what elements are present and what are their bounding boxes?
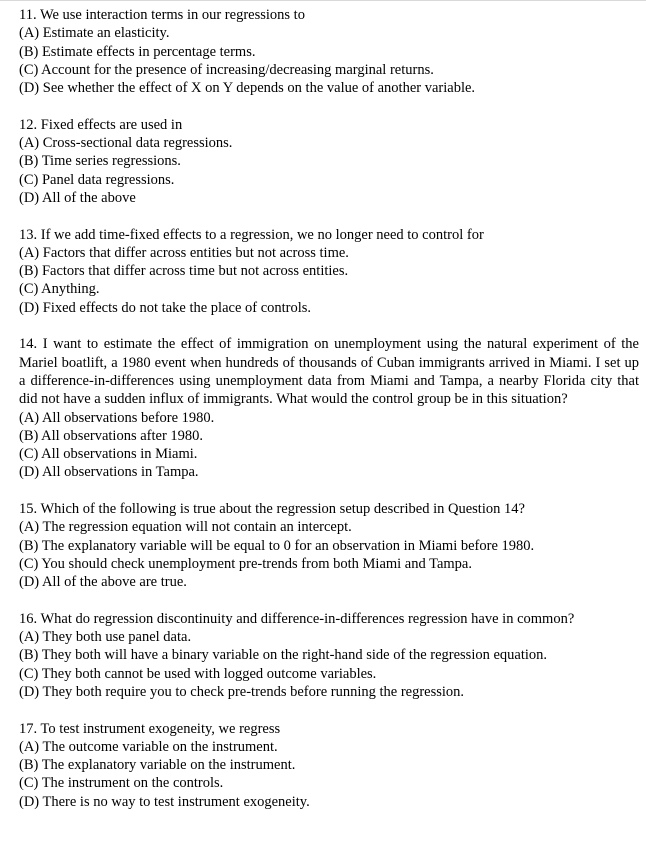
option-a: (A) Cross-sectional data regressions. [19,135,233,152]
option-b: (B) The explanatory variable will be equal to 0 for an observation in Miami before 1980. [19,537,535,554]
option-a: (A) The regression equation will not contain an intercept. [19,519,352,536]
question-11 [19,6,639,97]
question-stem: 12. Fixed effects are used in [19,116,183,133]
option-c: (C) You should check unemployment pre-trends from both Miami and Tampa. [19,555,472,572]
question-16 [19,610,639,701]
option-b: (B) They both will have a binary variable on the right-hand side of the regression equation. [19,647,548,664]
option-b: (B) The explanatory variable on the instrument. [19,757,296,774]
option-d: (D) There is no way to test instrument exogeneity. [19,793,310,810]
question-17 [19,720,639,811]
option-d: (D) All of the above [19,189,136,206]
option-a: (A) All observations before 1980. [19,409,215,426]
option-c: (C) They both cannot be used with logged outcome variables. [19,665,377,682]
option-c: (C) Account for the presence of increasing/decreasing marginal returns. [19,61,434,78]
question-13 [19,226,639,317]
question-12 [19,116,639,207]
option-a: (A) The outcome variable on the instrument. [19,738,278,755]
option-d: (D) See whether the effect of X on Y depends on the value of another variable. [19,80,476,97]
option-b: (B) Time series regressions. [19,153,181,170]
option-b: (B) All observations after 1980. [19,427,204,444]
question-list [19,6,639,829]
question-stem: 14. I want to estimate the effect of immigration on unemployment using the natural experiment of the Mariel boatlift, a 1980 event when hundreds of thousands of Cuban immigrants arrived in Miami. I set up a difference-in-differences using unemployment data from Miami and Tampa, a nearby Florida city that did not have a sudden influx of immigrants. What would the control group be in this situation? [19,336,639,408]
option-d: (D) All of the above are true. [19,574,187,591]
option-c: (C) All observations in Miami. [19,446,198,463]
option-b: (B) Estimate effects in percentage terms. [19,43,256,60]
question-stem: 17. To test instrument exogeneity, we regress [19,720,281,737]
question-stem: 11. We use interaction terms in our regressions to [19,7,305,23]
option-c: (C) Anything. [19,281,100,298]
option-d: (D) They both require you to check pre-trends before running the regression. [19,683,465,700]
question-stem: 15. Which of the following is true about the regression setup described in Question 14? [19,501,525,518]
option-c: (C) The instrument on the controls. [19,775,224,792]
option-d: (D) Fixed effects do not take the place of controls. [19,299,312,316]
option-a: (A) Factors that differ across entities but not across time. [19,244,349,261]
option-b: (B) Factors that differ across time but not across entities. [19,263,349,280]
question-14 [19,335,639,481]
top-divider [0,0,646,1]
option-c: (C) Panel data regressions. [19,171,175,188]
option-d: (D) All observations in Tampa. [19,464,199,481]
option-a: (A) Estimate an elasticity. [19,25,170,42]
question-stem: 16. What do regression discontinuity and difference-in-differences regression have in common? [19,610,575,627]
question-15 [19,500,639,591]
question-stem: 13. If we add time-fixed effects to a regression, we no longer need to control for [19,226,484,243]
option-a: (A) They both use panel data. [19,629,192,646]
